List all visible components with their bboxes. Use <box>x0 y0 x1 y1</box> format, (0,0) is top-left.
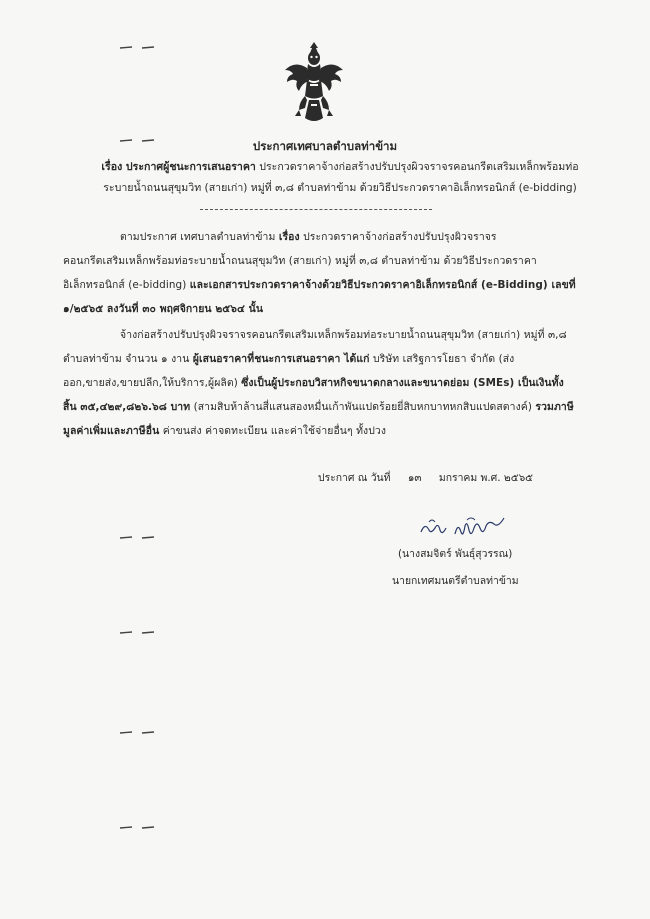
body-text: อิเล็กทรอนิกส์ (e-bidding) <box>63 279 187 291</box>
paragraph-1-line-1 <box>120 228 497 245</box>
garuda-emblem-icon <box>283 38 345 126</box>
body-text-bold: มูลค่าเพิ่มและภาษีอื่น <box>63 425 160 437</box>
paragraph-2-line-5 <box>63 422 386 439</box>
body-text: บริษัท เสริฐการโยธา จำกัด (ส่ง <box>372 353 515 365</box>
date-month-year: มกราคม พ.ศ. ๒๕๖๕ <box>438 472 534 484</box>
paragraph-2-line-1: จ้างก่อสร้างปรับปรุงผิวจราจรคอนกรีตเสริมเหล็กพร้อมท่อระบายน้ำถนนสุขุมวิท (สายเก่า) หมู่ที่ ๓,๘ <box>120 329 567 341</box>
body-text: ค่าขนส่ง ค่าจดทะเบียน และค่าใช้จ่ายอื่นๆ ทั้งปวง <box>162 425 387 437</box>
body-text-bold: รวมภาษี <box>535 401 574 413</box>
body-text-bold: เรื่อง <box>278 231 300 243</box>
body-text-bold: ๑/๒๕๖๕ ลงวันที่ ๓๐ พฤศจิกายน ๒๕๖๔ นั้น <box>63 303 264 315</box>
paragraph-2-line-4 <box>63 398 574 415</box>
paragraph-2-line-3 <box>63 374 564 391</box>
margin-dash-mark <box>118 730 158 736</box>
paragraph-1-line-4 <box>63 300 263 317</box>
body-text: ตำบลท่าข้าม จำนวน ๑ งาน <box>63 353 190 365</box>
paragraph-1-line-2: คอนกรีตเสริมเหล็กพร้อมท่อระบายน้ำถนนสุขุมวิท (สายเก่า) หมู่ที่ ๓,๘ ตำบลท่าข้าม ด้วยวิธีประกวดราคา <box>63 255 537 267</box>
date-prefix: ประกาศ ณ วันที่ <box>318 472 391 484</box>
paragraph-1-line-3 <box>63 276 576 293</box>
margin-dash-mark <box>118 535 158 541</box>
subject-text-line2: ระบายน้ำถนนสุขุมวิท (สายเก่า) หมู่ที่ ๓,๘ ตำบลท่าข้าม ด้วยวิธีประกวดราคาอิเล็กทรอนิกส์ (e-bidding) <box>103 182 577 194</box>
margin-dash-mark <box>118 825 158 831</box>
subject-label: เรื่อง ประกาศผู้ชนะการเสนอราคา <box>101 161 256 173</box>
margin-dash-mark <box>118 630 158 636</box>
body-text: ออก,ขายส่ง,ขายปลีก,ให้บริการ,ผู้ผลิต) <box>63 377 238 389</box>
body-text: ตามประกาศ เทศบาลตำบลท่าข้าม <box>120 231 276 243</box>
date-day: ๑๓ <box>407 472 422 484</box>
signer-title: นายกเทศมนตรีตำบลท่าข้าม <box>392 575 519 587</box>
body-text: (สามสิบห้าล้านสี่แสนสองหมื่นเก้าพันแปดร้อยยี่สิบหกบาทหกสิบแปดสตางค์) <box>193 401 532 413</box>
subject-text: ประกวดราคาจ้างก่อสร้างปรับปรุงผิวจราจรคอนกรีตเสริมเหล็กพร้อมท่อ <box>259 161 579 173</box>
separator-line <box>200 209 432 210</box>
margin-dash-mark <box>118 45 158 51</box>
announcement-title: ประกาศเทศบาลตำบลท่าข้าม <box>252 139 398 153</box>
body-text-bold: และเอกสารประกวดราคาจ้างด้วยวิธีประกวดราคาอิเล็กทรอนิกส์ (e-Bidding) เลขที่ <box>189 279 576 291</box>
body-text: ประกวดราคาจ้างก่อสร้างปรับปรุงผิวจราจร <box>303 231 497 243</box>
body-text-bold: สิ้น ๓๕,๔๒๙,๘๒๖.๖๘ บาท <box>63 401 191 413</box>
paragraph-2-line-2 <box>63 350 514 367</box>
body-text-bold: ผู้เสนอราคาที่ชนะการเสนอราคา ได้แก่ <box>192 353 370 365</box>
signature-image <box>415 514 525 544</box>
announcement-subject <box>60 157 620 199</box>
announcement-date <box>318 469 533 486</box>
body-text-bold: ซึ่งเป็นผู้ประกอบวิสาหกิจขนาดกลางและขนาดย่อม (SMEs) เป็นเงินทั้ง <box>241 377 564 389</box>
signer-name: (นางสมจิตร์ พันธุ์สุวรรณ) <box>398 548 513 560</box>
